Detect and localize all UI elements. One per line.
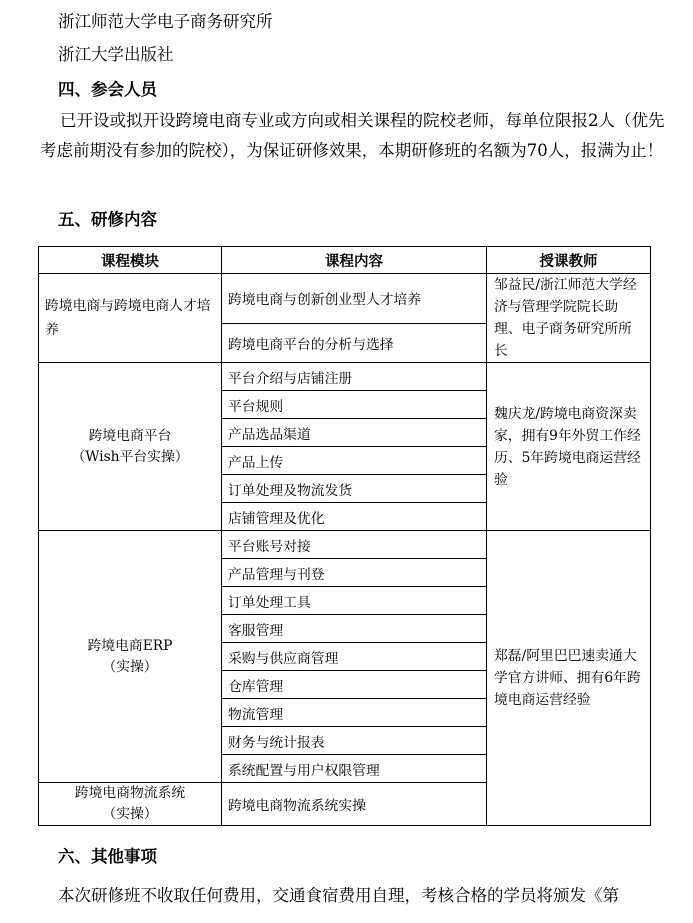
content-cell: 订单处理及物流发货 — [222, 475, 487, 503]
content-cell: 仓库管理 — [222, 671, 487, 699]
content-cell: 店铺管理及优化 — [222, 503, 487, 531]
module-cell — [39, 363, 222, 531]
section4-heading: 四、参会人员 — [58, 80, 157, 99]
teacher-cell: 郑磊/阿里巴巴速卖通大学官方讲师、拥有6年跨境电商运营经验 — [487, 531, 651, 826]
module-title: 跨境电商物流系统 — [74, 785, 186, 801]
content-cell: 跨境电商平台的分析与选择 — [222, 323, 487, 362]
content-cell: 产品选品渠道 — [222, 419, 487, 447]
teacher-cell: 魏庆龙/跨境电商资深卖家，拥有9年外贸工作经历、5年跨境电商运营经验 — [487, 363, 651, 531]
content-cell: 系统配置与用户权限管理 — [222, 755, 487, 783]
module-subtitle: （实操） — [102, 658, 158, 675]
content-cell: 平台规则 — [222, 391, 487, 419]
content-cell: 采购与供应商管理 — [222, 643, 487, 671]
header-content: 课程内容 — [222, 247, 487, 274]
table-row — [39, 274, 651, 324]
content-cell: 订单处理工具 — [222, 587, 487, 615]
module-subtitle: （Wish平台实操） — [71, 448, 189, 465]
header-teacher: 授课教师 — [487, 247, 651, 274]
module-cell — [39, 783, 222, 826]
content-cell: 平台账号对接 — [222, 531, 487, 559]
teacher-cell: 邹益民/浙江师范大学经济与管理学院院长助理、电子商务研究所所长 — [487, 274, 651, 363]
module-title: 跨境电商平台 — [88, 427, 172, 444]
content-cell: 跨境电商与创新创业型人才培养 — [222, 274, 487, 324]
content-cell: 财务与统计报表 — [222, 727, 487, 755]
module-title: 跨境电商ERP — [87, 637, 173, 654]
section5-heading: 五、研修内容 — [58, 210, 157, 229]
course-table — [38, 246, 651, 826]
module-subtitle: （实操） — [102, 806, 158, 822]
content-cell: 产品管理与刊登 — [222, 559, 487, 587]
section6-heading: 六、其他事项 — [58, 847, 157, 866]
content-cell: 客服管理 — [222, 615, 487, 643]
org-line-1: 浙江师范大学电子商务研究所 — [58, 12, 273, 31]
content-cell: 物流管理 — [222, 699, 487, 727]
org-line-2: 浙江大学出版社 — [58, 45, 174, 64]
table-row — [39, 531, 651, 559]
module-cell — [39, 531, 222, 783]
section4-paragraph: 已开设或拟开设跨境电商专业或方向或相关课程的院校老师，每单位限报2人（优先考虑前期没有参加的院校），为保证研修效果，本期研修班的名额为70人，报满为止！ — [40, 111, 665, 160]
section6-paragraph: 本次研修班不收取任何费用，交通食宿费用自理，考核合格的学员将颁发《第 — [58, 886, 619, 905]
table-header-row — [39, 247, 651, 274]
module-cell: 跨境电商与跨境电商人才培养 — [39, 274, 222, 363]
header-module: 课程模块 — [39, 247, 222, 274]
content-cell: 产品上传 — [222, 447, 487, 475]
content-cell: 跨境电商物流系统实操 — [222, 783, 487, 826]
table-row — [39, 363, 651, 391]
content-cell: 平台介绍与店铺注册 — [222, 363, 487, 391]
